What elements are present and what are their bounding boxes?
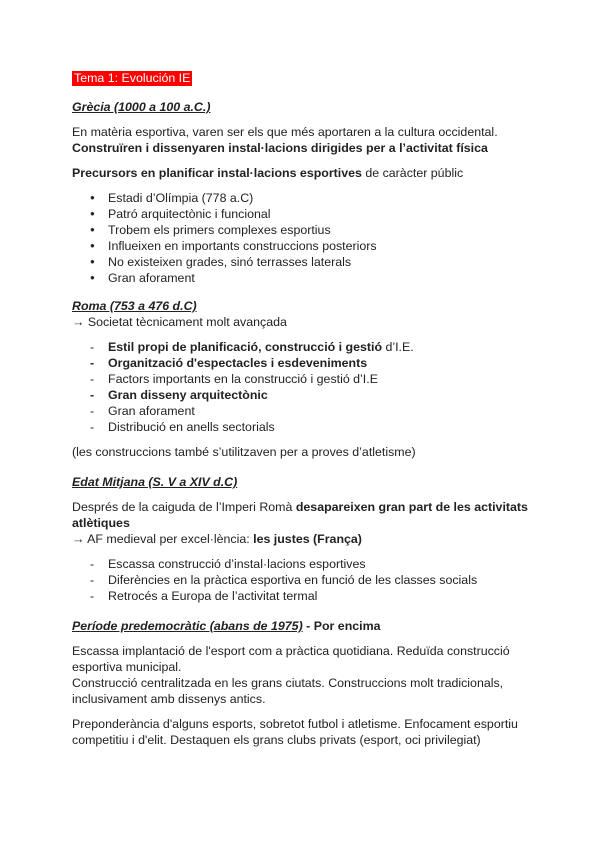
rome-dash-list	[72, 339, 532, 435]
rome-note: (les construccions també s’utilitzaven per a proves d’atletisme)	[72, 445, 416, 459]
predemo-paragraph-3: Preponderància d'alguns esports, sobretot futbol i atletisme. Enfocament esportiu competitiu i d'elit. Destaquen els grans clubs privats (esport, oci privilegiat)	[72, 717, 518, 747]
list-item: - Diferències en la pràctica esportiva en funció de les classes socials	[72, 572, 532, 588]
list-item: - Gran disseny arquitectònic	[72, 387, 532, 403]
middle-ages-p2-bold: les justes (França)	[253, 532, 362, 546]
list-item: - Organització d'espectacles i esdeveniments	[72, 355, 532, 371]
greece-p3-bold: Precursors en planificar instal·lacions esportives	[72, 166, 362, 180]
section-heading-greece: Grècia (1000 a 100 a.C.)	[72, 100, 211, 114]
list-item: - Distribució en anells sectorials	[72, 419, 532, 435]
middle-ages-paragraph-2	[72, 531, 532, 547]
list-item: - Escassa construcció d’instal·lacions esportives	[72, 556, 532, 572]
list-item: ● Estadi d’Olímpia (778 a.C)	[72, 190, 532, 206]
list-item: ● Gran aforament	[72, 270, 532, 286]
predemo-paragraph-2: Construcció centralitzada en les grans ciutats. Construccions molt tradicionals, inclusivament amb dissenys antics.	[72, 676, 504, 706]
greece-paragraph-3	[72, 165, 532, 181]
predemo-heading-suffix: - Por encima	[302, 619, 381, 633]
section-heading-middle-ages: Edat Mitjana (S. V a XIV d.C)	[72, 475, 238, 489]
list-item: ● No existeixen grades, sinó terrasses laterals	[72, 254, 532, 270]
greece-paragraph-1: En matèria esportiva, varen ser els que més aportaren a la cultura occidental.	[72, 125, 498, 139]
list-item: ● Trobem els primers complexes esportius	[72, 222, 532, 238]
document-page	[72, 71, 532, 748]
list-item: - Factors importants en la construcció i gestió d’I.E	[72, 371, 532, 387]
middle-ages-p2-rest: → AF medieval per excel·lència:	[72, 532, 254, 546]
rome-arrow-line: → Societat tècnicament molt avançada	[72, 315, 287, 329]
predemo-paragraph-1: Escassa implantació de l'esport com a pràctica quotidiana. Reduïda construcció esportiva municipal.	[72, 644, 510, 674]
section-heading-rome: Roma (753 a 476 d.C)	[72, 299, 197, 313]
list-item: ● Influeixen en importants construccions posteriors	[72, 238, 532, 254]
title-highlight: Tema 1: Evolución IE	[74, 71, 191, 85]
middle-ages-paragraph-1	[72, 499, 532, 531]
greece-bullet-list	[72, 190, 532, 286]
rome-item1-rest: d’I.E.	[382, 340, 414, 354]
middle-ages-p1-bold: desapareixen gran part de les activitats atlètiques	[72, 500, 528, 530]
section-heading-predemocratic	[72, 618, 532, 634]
middle-ages-dash-list	[72, 556, 532, 604]
list-item: - Gran aforament	[72, 403, 532, 419]
predemo-heading-text: Període predemocràtic (abans de 1975)	[72, 619, 303, 633]
list-item	[72, 339, 532, 355]
rome-item1-bold: Estil propi de planificació, construcció i gestió	[108, 340, 383, 354]
middle-ages-p1-rest: Després de la caiguda de l’Imperi Romà	[72, 500, 296, 514]
document-title	[72, 71, 532, 86]
greece-p3-rest: de caràcter públic	[361, 166, 464, 180]
greece-paragraph-2: Construïren i dissenyaren instal·lacions dirigides per a l’activitat física	[72, 141, 488, 155]
list-item: - Retrocés a Europa de l’activitat termal	[72, 588, 532, 604]
list-item: ● Patró arquitectònic i funcional	[72, 206, 532, 222]
